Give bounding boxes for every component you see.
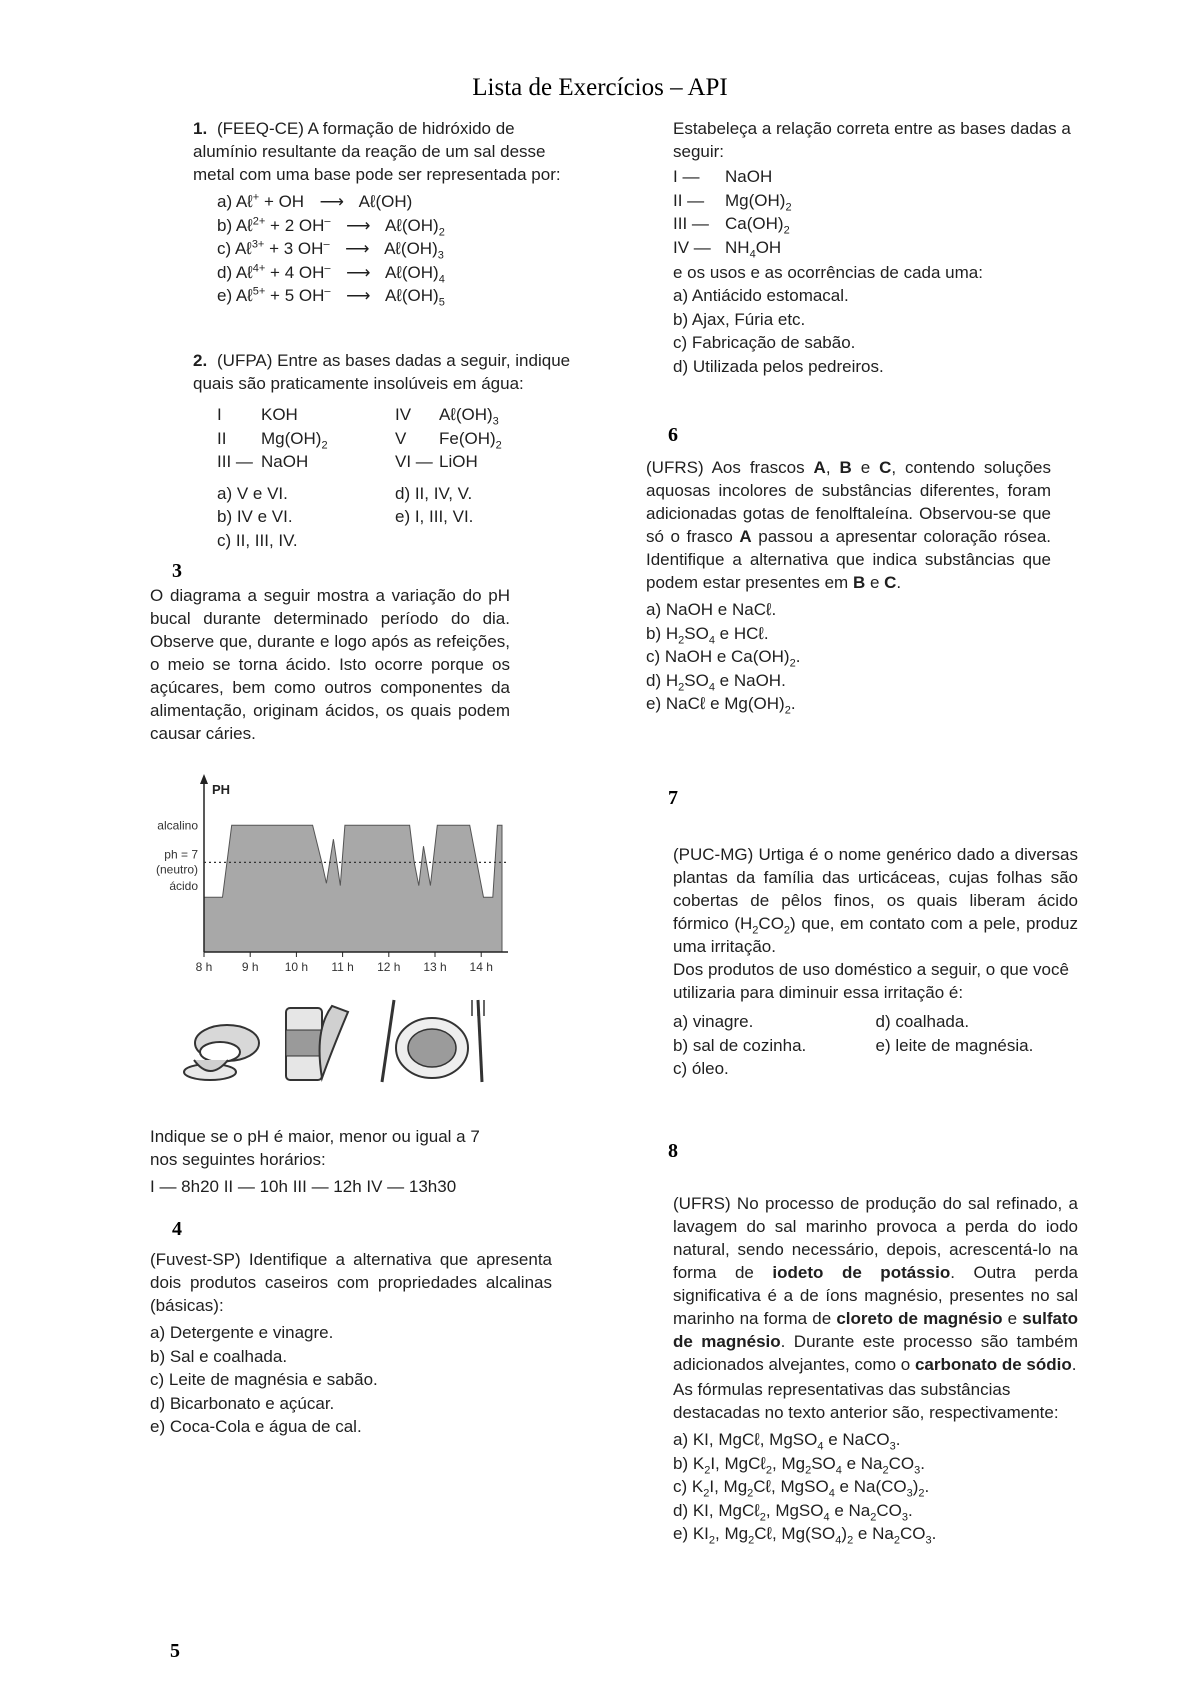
q2-option-b: b) IV e VI. bbox=[217, 507, 293, 526]
page-title: Lista de Exercícios – API bbox=[472, 74, 728, 101]
x-tick-label: 12 h bbox=[377, 960, 401, 974]
q2-stem: (UFPA) Entre as bases dadas a seguir, indique quais são praticamente insolúveis em água: bbox=[193, 351, 571, 393]
q5-use-a: a) Antiácido estomacal. bbox=[673, 286, 849, 305]
q3-times: I — 8h20 II — 10h III — 12h IV — 13h30 bbox=[150, 1177, 457, 1196]
page-number: 5 bbox=[170, 1640, 180, 1662]
q2-base-4: IV $A\ell(OH)_3$ bbox=[395, 405, 499, 428]
y-axis-arrow-icon bbox=[200, 774, 208, 784]
q4-option-a: a) Detergente e vinagre. bbox=[150, 1323, 334, 1342]
x-tick-label: 14 h bbox=[469, 960, 493, 974]
reaction-arrow-icon: ⟶ bbox=[346, 286, 371, 305]
q8-options bbox=[673, 1428, 1078, 1546]
q1-option-c: c) Aℓ$^{3+}$ + 3 OH– ⟶ $A\ell(OH)_3$ bbox=[217, 238, 444, 262]
q4-option-e: e) Coca-Cola e água de cal. bbox=[150, 1417, 362, 1436]
q5-uses-intro: e os usos e as ocorrências de cada uma: bbox=[673, 263, 983, 282]
q7-option-d: d) coalhada. bbox=[875, 1012, 970, 1031]
q8-option-e: e) $KI_2$, $Mg_2C\ell$, $Mg(SO_4)_2$ e $Na_2CO_3$. bbox=[673, 1524, 937, 1547]
tea-cup-icon bbox=[184, 1025, 259, 1080]
q7-option-e: e) leite de magnésia. bbox=[875, 1035, 1034, 1055]
q3-number: 3 bbox=[172, 560, 182, 582]
q2-option-e: e) I, III, VI. bbox=[395, 507, 474, 526]
q8-stem: (UFRS) No processo de produção do sal refinado, a lavagem do sal marinho provoca a perda do iodo natural, sendo necessário, depois, acrescentá-lo na forma de iodeto de potássio. Outra perda significativa é a de íons magnésio, presentes no sal marinho na forma de cloreto de magnésio e sulfato de magnésio. Durante este processo são também adicionados alvejantes, como o carbonato de sódio. bbox=[673, 1194, 1078, 1374]
reaction-arrow-icon: ⟶ bbox=[345, 239, 370, 258]
q1-option-d: d) Aℓ$^{4+}$ + 4 OH– ⟶ $A\ell(OH)_4$ bbox=[217, 261, 445, 285]
q7-options bbox=[673, 1010, 1078, 1081]
y-axis-label: PH bbox=[212, 782, 231, 797]
q1-stem-para bbox=[193, 117, 573, 186]
question-3 bbox=[150, 584, 510, 745]
level-label-neutro-2: (neutro) bbox=[155, 862, 198, 877]
q5-use-b: b) Ajax, Fúria etc. bbox=[673, 309, 806, 329]
q8-question: As fórmulas representativas das substâncias destacadas no texto anterior são, respectivamente: bbox=[673, 1380, 1059, 1422]
q5-base-4: IV — $NH_4OH$ bbox=[673, 237, 782, 260]
q1-option-b: b) Aℓ$^{2+}$ + 2 OH– ⟶ $A\ell(OH)_2$ bbox=[217, 214, 445, 238]
q7-option-c: c) óleo. bbox=[673, 1059, 729, 1078]
q5-base-3: III — $Ca(OH)_2$ bbox=[673, 214, 790, 237]
q1-stem: (FEEQ-CE) A formação de hidróxido de alumínio resultante da reação de um sal desse metal com uma base pode ser representada por: bbox=[193, 119, 561, 184]
q3-question-block bbox=[150, 1125, 510, 1198]
q4-option-b: b) Sal e coalhada. bbox=[150, 1346, 288, 1366]
q7-number: 7 bbox=[668, 787, 678, 809]
level-label-alcalino: alcalino bbox=[157, 818, 198, 833]
q8-option-a: a) KI, MgCℓ, MgSO$_4$ e NaCO$_3$. bbox=[673, 1430, 901, 1453]
q5-base-2: II — $Mg(OH)_2$ bbox=[673, 190, 792, 213]
q2-option-c: c) II, III, IV. bbox=[217, 530, 298, 550]
question-7 bbox=[673, 843, 1078, 1081]
q2-option-d: d) II, IV, V. bbox=[395, 483, 473, 503]
q3-question: Indique se o pH é maior, menor ou igual a 7 nos seguintes horários: bbox=[150, 1127, 480, 1169]
q4-option-d: d) Bicarbonato e açúcar. bbox=[150, 1393, 335, 1413]
ph-area bbox=[204, 825, 502, 952]
q1-option-a: a) Aℓ+ + OH ⟶ Aℓ(OH) bbox=[217, 190, 573, 214]
q2-options bbox=[193, 482, 573, 553]
q4-stem: (Fuvest-SP) Identifique a alternativa que apresenta dois produtos caseiros com propriedades alcalinas (básicas): bbox=[150, 1250, 552, 1315]
bottle-fruit-icon bbox=[286, 1006, 348, 1080]
q6-options bbox=[646, 598, 1051, 716]
q2-stem-para bbox=[193, 349, 573, 395]
q7-stem: (PUC-MG) Urtiga é o nome genérico dado a diversas plantas da família das urticáceas, cujas folhas são cobertas de pêlos finos, os quais liberam ácido fórmico $(H_2CO_2)$ que, em contato com a pele, produz uma irritação. bbox=[673, 845, 1078, 956]
x-tick-label: 13 h bbox=[423, 960, 447, 974]
q7-option-b: b) sal de cozinha. bbox=[673, 1035, 807, 1055]
q8-number: 8 bbox=[668, 1140, 678, 1162]
question-1 bbox=[193, 117, 573, 308]
q2-number: 2. bbox=[193, 351, 208, 370]
reaction-arrow-icon: ⟶ bbox=[346, 262, 371, 282]
q6-option-e: e) NaCℓ e $Mg(OH)_2$. bbox=[646, 694, 796, 717]
q6-option-c: c) NaOH e $Ca(OH)_2$. bbox=[646, 647, 801, 670]
x-tick-label: 11 h bbox=[331, 960, 354, 974]
question-5 bbox=[673, 117, 1073, 378]
question-2 bbox=[193, 349, 573, 552]
q6-stem: (UFRS) Aos frascos A, B e C, contendo soluções aquosas incolores de substâncias diferentes, foram adicionadas gotas de fenolftaleína. Observou-se que só o frasco A passou a apresentar coloração rósea. Identifique a alternativa que indica substâncias que podem estar presentes em B e C. bbox=[646, 458, 1052, 592]
q2-base-1: I KOH bbox=[217, 405, 298, 424]
x-tick-label: 9 h bbox=[241, 960, 259, 974]
q2-base-5: V $Fe(OH)_2$ bbox=[395, 428, 502, 451]
q6-option-a: a) NaOH e NaCℓ. bbox=[646, 600, 777, 619]
level-label-neutro-1: ph = 7 bbox=[164, 847, 198, 862]
q6-option-d: d) $H_2SO_4$ e NaOH. bbox=[646, 670, 786, 693]
q1-option-e: e) Aℓ$^{5+}$ + 5 OH– ⟶ $A\ell(OH)_5$ bbox=[217, 285, 445, 309]
q5-base-1: I — NaOH bbox=[673, 167, 773, 186]
q7-question: Dos produtos de uso doméstico a seguir, o que você utilizaria para diminuir essa irritação é: bbox=[673, 960, 1069, 1002]
q5-use-d: d) Utilizada pelos pedreiros. bbox=[673, 356, 884, 376]
x-tick-label: 10 h bbox=[284, 960, 309, 974]
question-6 bbox=[646, 456, 1051, 716]
question-4 bbox=[150, 1248, 552, 1439]
level-label-acido: ácido bbox=[169, 879, 198, 894]
q8-option-d: d) KI, MgCℓ$_2$, MgSO$_4$ e $Na_2CO_3$. bbox=[673, 1500, 913, 1523]
q2-option-a: a) V e VI. bbox=[217, 483, 288, 503]
q8-option-c: c) $K_2I$, $Mg_2C\ell$, MgSO$_4$ e $Na(CO_3)_2$. bbox=[673, 1477, 930, 1500]
q4-number: 4 bbox=[172, 1218, 182, 1240]
q2-bases bbox=[193, 403, 573, 474]
q5-bases bbox=[673, 165, 1073, 259]
q3-stem: O diagrama a seguir mostra a variação do pH bucal durante determinado período do dia. Observe que, durante e logo após as refeições, o meio se torna ácido. Isto ocorre porque os açúcares, bem como outros componentes da alimentação, originam ácidos, os quais podem causar cáries. bbox=[150, 586, 510, 743]
q2-base-6: VI — LiOH bbox=[395, 452, 478, 471]
food-illustrations bbox=[182, 990, 492, 1090]
q7-option-a: a) vinagre. bbox=[673, 1012, 754, 1031]
q6-number: 6 bbox=[668, 424, 678, 446]
question-8 bbox=[673, 1192, 1078, 1546]
q6-option-b: b) $H_2SO_4$ e HCℓ. bbox=[646, 623, 769, 646]
reaction-arrow-icon: ⟶ bbox=[319, 192, 345, 211]
q4-option-c: c) Leite de magnésia e sabão. bbox=[150, 1370, 378, 1389]
q5-stem: Estabeleça a relação correta entre as bases dadas a seguir: bbox=[673, 119, 1071, 161]
q2-base-2: II $Mg(OH)_2$ bbox=[217, 428, 328, 451]
x-tick-label: 8 h bbox=[195, 960, 213, 974]
plate-cutlery-icon bbox=[382, 1000, 484, 1082]
ph-chart bbox=[140, 760, 520, 980]
q2-base-3: III — NaOH bbox=[217, 452, 309, 471]
q1-number: 1. bbox=[193, 119, 208, 138]
q5-use-c: c) Fabricação de sabão. bbox=[673, 333, 856, 352]
reaction-arrow-icon: ⟶ bbox=[346, 215, 371, 235]
q1-options bbox=[193, 190, 573, 308]
q8-option-b: b) $K_2I$, MgCℓ$_2$, $Mg_2SO_4$ e $Na_2CO_3$. bbox=[673, 1453, 925, 1476]
chart-layer bbox=[156, 774, 508, 974]
